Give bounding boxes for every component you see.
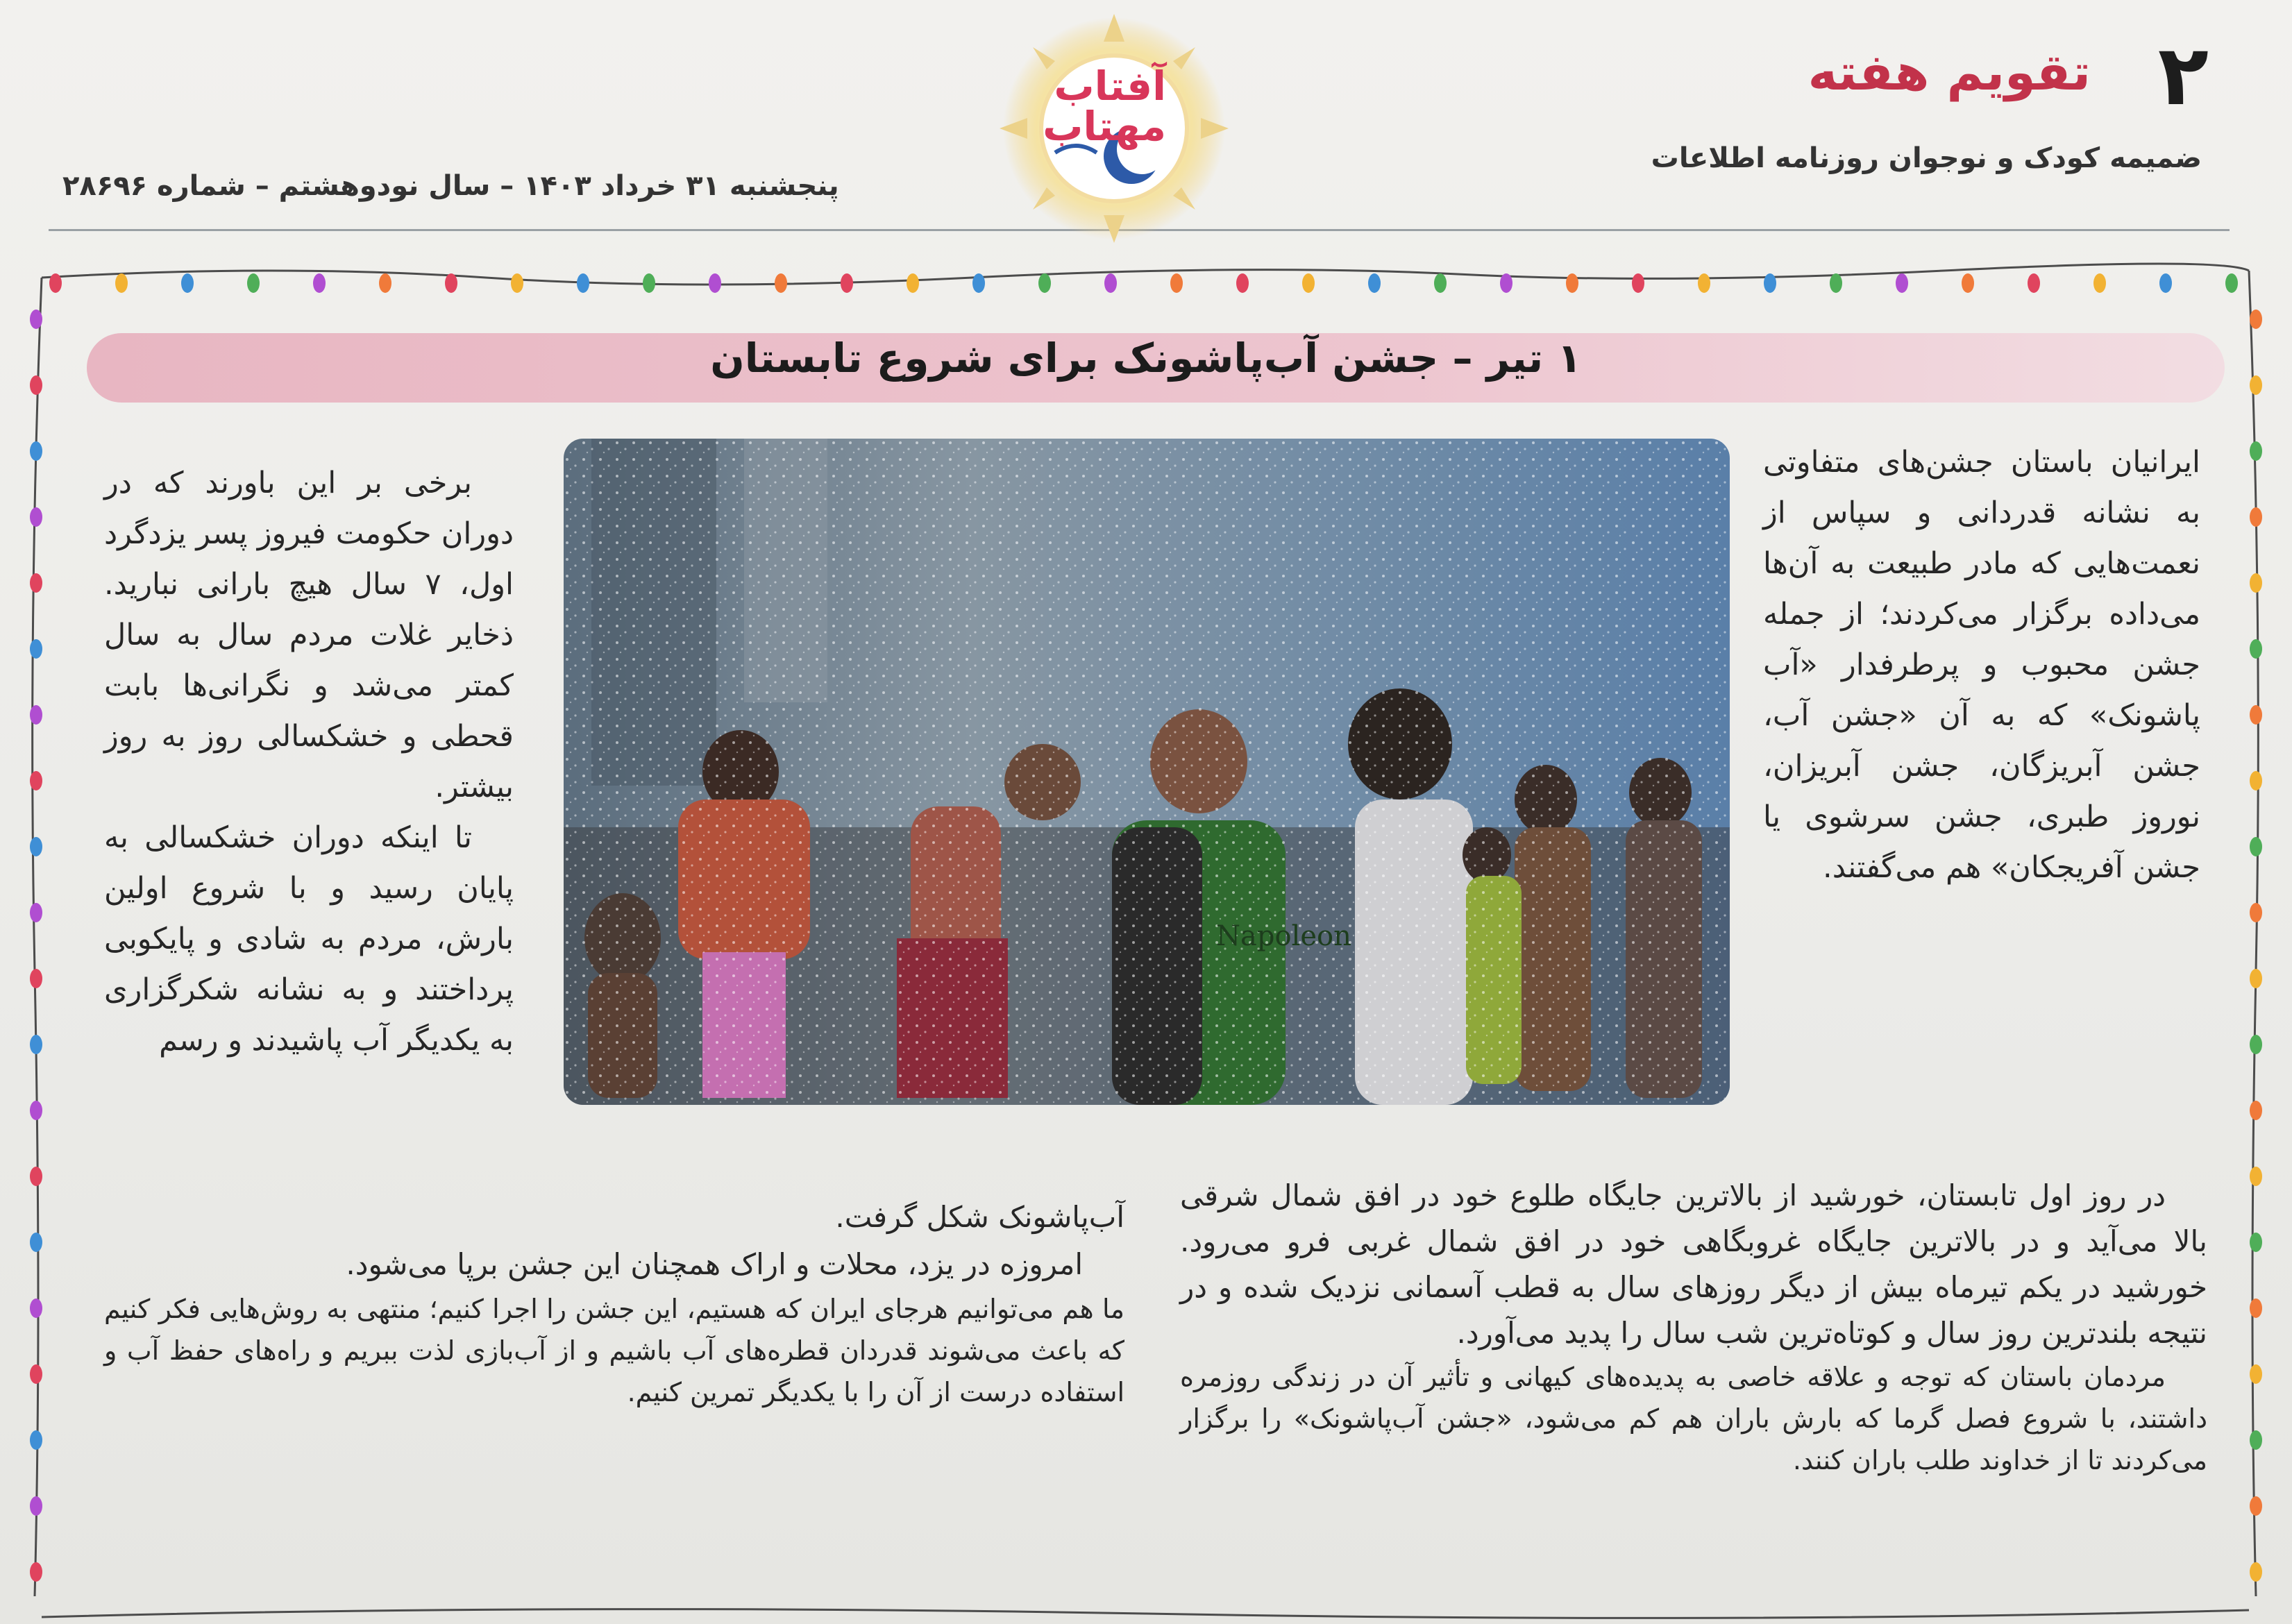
light-bulb: [30, 1101, 42, 1120]
light-bulb: [30, 771, 42, 790]
light-bulb: [2250, 1101, 2262, 1120]
light-bulb: [30, 1364, 42, 1384]
light-bulb: [2250, 1430, 2262, 1450]
light-bulb: [2250, 310, 2262, 329]
light-bulb: [2250, 441, 2262, 461]
article-bottom-right: [1180, 1173, 2207, 1481]
light-bulb: [511, 273, 523, 293]
light-bulb: [49, 273, 62, 293]
light-bulb: [1830, 273, 1842, 293]
light-bulb: [2250, 1035, 2262, 1054]
light-bulb: [30, 441, 42, 461]
light-bulb: [1500, 273, 1512, 293]
paragraph: ایرانیان باستان جشن‌های متفاوتی به نشانه قدردانی و سپاس از نعمت‌هایی که مادر طبیعت به آن‌ها می‌داده برگزار می‌کردند؛ از جمله جشن محبوب و پرطرفدار «آب پاشونک» که به آن «جشن آب، جشن آبریزگان، جشن آبریزان، نوروز طبری، جشن سرشوی یا جشن آفریجکان» هم می‌گفتند.: [1763, 445, 2200, 885]
paragraph: آب‌پاشونک شکل گرفت.: [835, 1200, 1124, 1234]
light-bulb: [30, 1496, 42, 1516]
paragraph: برخی بر این باورند که در دوران حکومت فیروز پسر یزدگرد اول، ۷ سال هیچ بارانی نبارید. ذخایر غلات مردم سال به سال کمتر می‌شد و نگرانی‌ها بابت قحطی و خشکسالی روز به روز بیشتر.: [104, 466, 514, 804]
light-bulb: [2250, 639, 2262, 659]
page-number: ۲: [2157, 28, 2209, 124]
paragraph: امروزه در یزد، محلات و اراک همچنان این جشن برپا می‌شود.: [346, 1247, 1083, 1281]
light-bulb: [2250, 837, 2262, 856]
logo-text: آفتاب مهتاب: [1043, 62, 1166, 150]
light-bulb: [643, 273, 655, 293]
light-bulb: [445, 273, 457, 293]
light-bulb: [2250, 1299, 2262, 1318]
paragraph: مردمان باستان که توجه و علاقه خاصی به پدیده‌های کیهانی و تأثیر آن در زندگی روزمره داشتند، با شروع فصل گرما که بارش باران هم کم می‌شود، «جشن آب‌پاشونک» را برگزار می‌کردند تا از خداوند طلب باران کنند.: [1180, 1362, 2207, 1475]
light-bulb: [30, 1167, 42, 1186]
supplement-line: ضمیمه کودک و نوجوان روزنامه اطلاعات: [1651, 142, 2202, 174]
light-bulb: [30, 1430, 42, 1450]
article-title: ۱ تیر – جشن آب‌پاشونک برای شروع تابستان: [710, 335, 1582, 382]
light-bulb: [1434, 273, 1447, 293]
light-bulb: [2250, 573, 2262, 593]
light-bulb: [115, 273, 128, 293]
light-bulb: [1698, 273, 1710, 293]
light-bulb: [1302, 273, 1315, 293]
light-bulb: [2225, 273, 2238, 293]
light-bulb: [709, 273, 721, 293]
dateline: پنجشنبه ۳۱ خرداد ۱۴۰۳ – سال نودوهشتم – شماره ۲۸۶۹۶: [62, 170, 839, 202]
light-bulb: [30, 310, 42, 329]
shirt-print: Napoleon: [1216, 920, 1351, 952]
light-bulb: [313, 273, 326, 293]
paragraph: تا اینکه دوران خشکسالی به پایان رسید و با شروع اولین بارش، مردم به شادی و پایکوبی پرداختند و به نشانه شکرگزاری به یکدیگر آب پاشیدند و رسم: [104, 820, 514, 1058]
light-bulb: [379, 273, 391, 293]
section-title: تقویم هفته: [1808, 43, 2091, 101]
light-bulb: [181, 273, 194, 293]
paragraph: در روز اول تابستان، خورشید از بالاترین جایگاه طلوع خود در افق شمال شرقی بالا می‌آید و در بالاترین جایگاه غروبگاهی خود در افق شمال غربی فرو می‌رود. خورشید در یکم تیرماه بیش از دیگر روزهای سال به قطب آسمانی نزدیک شده و در نتیجه بلندترین روز سال و کوتاه‌ترین شب سال را پدید می‌آورد.: [1180, 1178, 2207, 1350]
light-bulb: [30, 573, 42, 593]
children-water-play-photo: [564, 439, 1730, 1105]
light-bulb: [1236, 273, 1249, 293]
light-bulb: [1104, 273, 1117, 293]
light-bulb: [30, 1299, 42, 1318]
light-bulb: [2159, 273, 2172, 293]
light-bulb: [2250, 1562, 2262, 1582]
light-bulb: [30, 1035, 42, 1054]
light-bulb: [2250, 1233, 2262, 1252]
light-bulb: [2250, 969, 2262, 988]
light-bulb: [1962, 273, 1974, 293]
light-bulb: [775, 273, 787, 293]
light-bulb: [1896, 273, 1908, 293]
light-bulb: [30, 837, 42, 856]
light-bulb: [2250, 1364, 2262, 1384]
light-bulb: [2028, 273, 2040, 293]
paragraph: ما هم می‌توانیم هرجای ایران که هستیم، این جشن را اجرا کنیم؛ منتهی به روش‌هایی فکر کنیم که باعث می‌شوند قدردان قطره‌های آب باشیم و از آب‌بازی لذت ببریم و راه‌های حفظ آب و استفاده درست از آن را با یکدیگر تمرین کنیم.: [104, 1294, 1124, 1407]
light-bulb: [2250, 771, 2262, 790]
light-bulb: [30, 705, 42, 725]
light-bulb: [30, 969, 42, 988]
light-bulb: [2250, 1496, 2262, 1516]
light-bulb: [30, 1562, 42, 1582]
article-column-left: [104, 458, 514, 1066]
light-bulb: [1632, 273, 1644, 293]
light-bulb: [30, 903, 42, 922]
light-bulb: [30, 507, 42, 527]
light-bulb: [1038, 273, 1051, 293]
light-bulb: [1368, 273, 1381, 293]
light-bulb: [841, 273, 853, 293]
light-bulb: [2093, 273, 2106, 293]
article-bottom-left: [104, 1194, 1124, 1413]
light-bulb: [1566, 273, 1578, 293]
light-bulb: [2250, 1167, 2262, 1186]
light-bulb: [2250, 903, 2262, 922]
light-bulb: [247, 273, 260, 293]
light-bulb: [577, 273, 589, 293]
light-bulb: [2250, 507, 2262, 527]
light-bulb: [1764, 273, 1776, 293]
light-bulb: [30, 639, 42, 659]
light-bulb: [2250, 705, 2262, 725]
light-bulb: [972, 273, 985, 293]
article-column-right: [1763, 437, 2200, 893]
light-bulb: [30, 1233, 42, 1252]
light-bulb: [1170, 273, 1183, 293]
light-bulb: [907, 273, 919, 293]
